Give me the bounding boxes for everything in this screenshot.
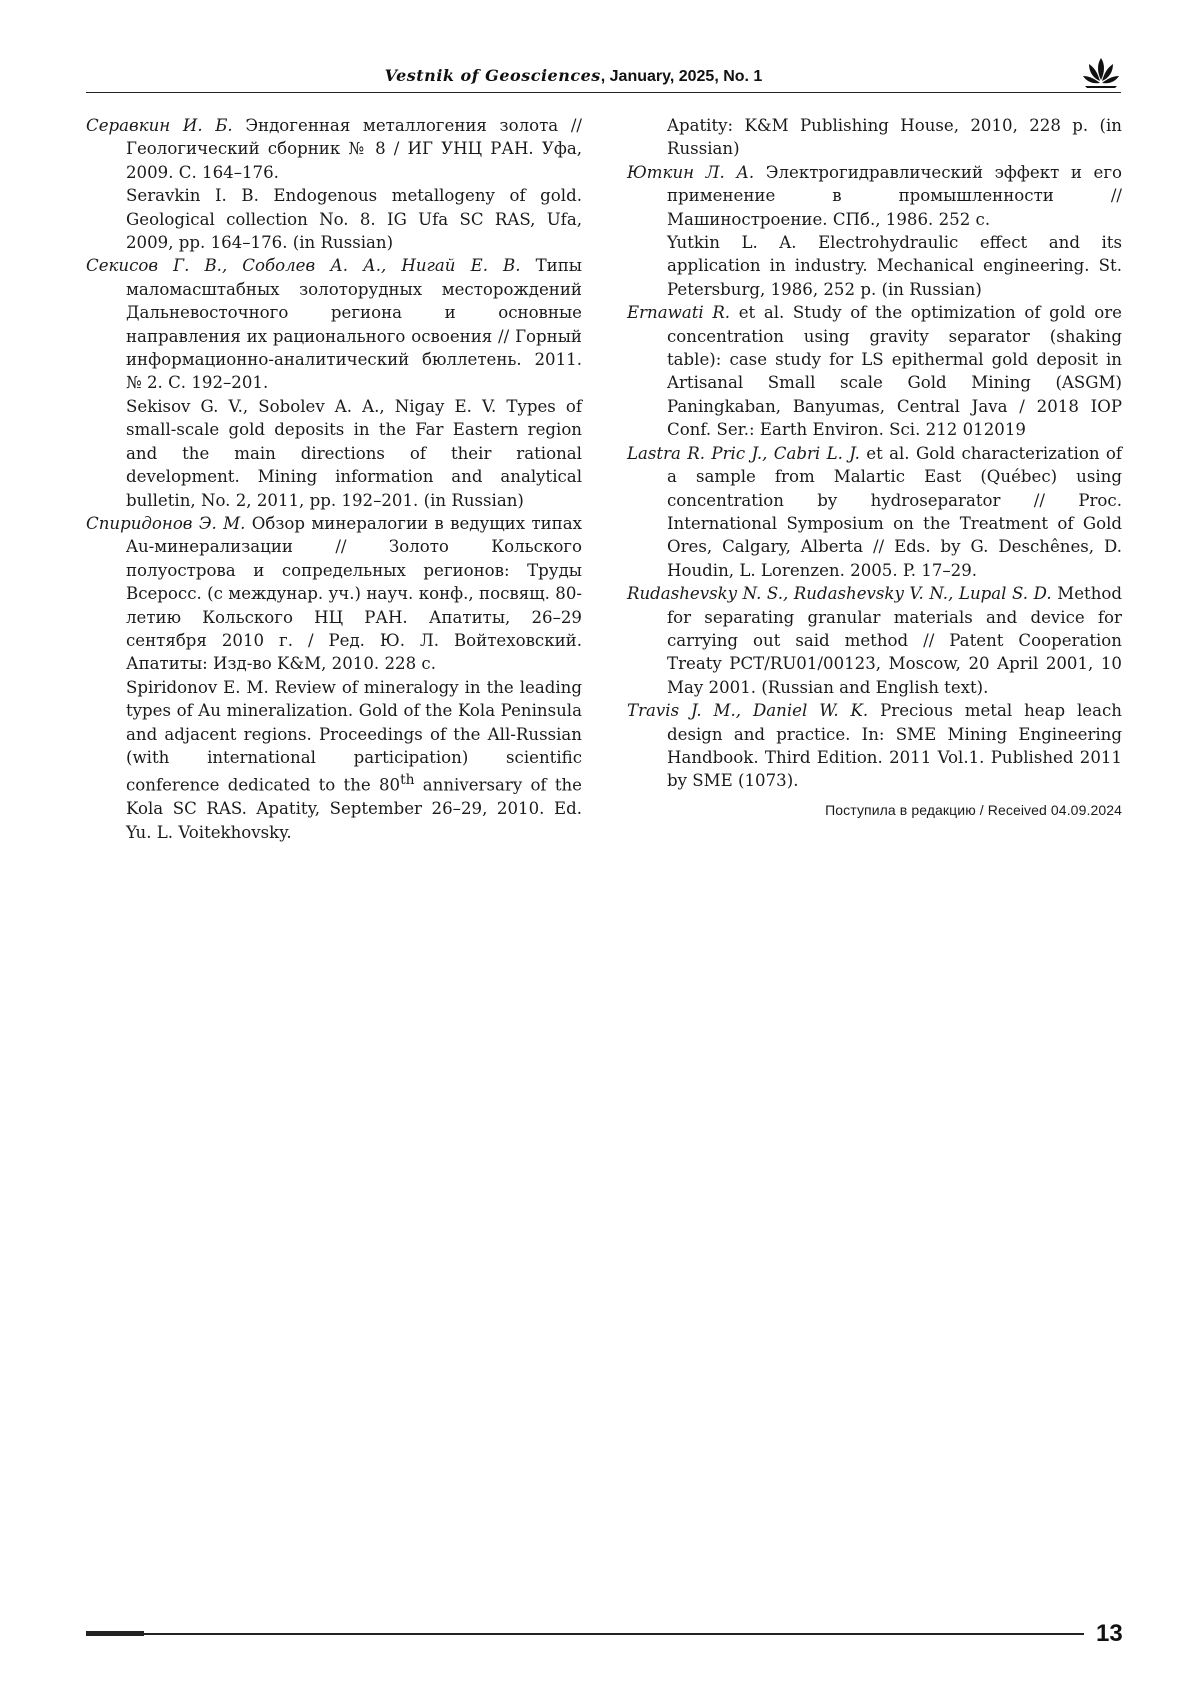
reference-translation-part: anniversary of the Kola SC RAS. Apatity, September 26–29, 2010. Ed. Yu. L. Voitekhovsky. xyxy=(126,776,582,842)
reference-translation: Sekisov G. V., Sobolev A. A., Nigay E. V. Types of small-scale gold deposits in the Far Eastern region and the main directions of their rational development. Mining information and analytical bulletin, No. 2, 2011, pp. 192–201. (in Russian) xyxy=(86,395,582,512)
reference-entry xyxy=(627,582,1122,699)
received-date: Поступила в редакцию / Received 04.09.2024 xyxy=(627,799,1122,822)
reference-entry xyxy=(627,699,1122,793)
reference-translation xyxy=(86,676,582,844)
reference-authors: Секисов Г. В., Соболев А. А., Нигай Е. В. xyxy=(86,256,521,275)
journal-logo-icon xyxy=(1081,54,1121,90)
right-column xyxy=(627,114,1122,822)
reference-continuation: Apatity: K&M Publishing House, 2010, 228 p. (in Russian) xyxy=(627,114,1122,161)
reference-entry xyxy=(86,512,582,676)
reference-text: et al. Study of the optimization of gold ore concentration using gravity separator (shaking table): case study for LS epithermal gold deposit in Artisanal Small scale Gold Mining (ASGM) Paningkaban, Banyumas, Central Java / 2018 IOP Conf. Ser.: Earth Environ. Sci. 212 012019 xyxy=(667,303,1122,439)
reference-entry xyxy=(627,442,1122,582)
footer-rule xyxy=(144,1633,1084,1635)
reference-entry xyxy=(86,254,582,394)
reference-text: Method for separating granular materials and device for carrying out said method // Patent Cooperation Treaty PCT/RU01/00123, Moscow, 20 April 2001, 10 May 2001. (Russian and English text). xyxy=(667,584,1122,697)
reference-text: Типы маломасштабных золоторудных месторождений Дальневосточного региона и основные направления их рационального освоения // Горный информационно-аналитический бюллетень. 2011. № 2. С. 192–201. xyxy=(126,256,582,392)
reference-translation-part: Spiridonov E. M. Review of mineralogy in the leading types of Au mineralization. Gold of the Kola Peninsula and adjacent regions. Proceedings of the All-Russian (with international participation) scientific conference dedicated to the 80 xyxy=(126,678,582,795)
reference-authors: Rudashevsky N. S., Rudashevsky V. N., Lupal S. D. xyxy=(627,584,1052,603)
footer-accent-bar xyxy=(86,1631,144,1636)
page-number: 13 xyxy=(1096,1620,1123,1648)
reference-text: Precious metal heap leach design and practice. In: SME Mining Engineering Handbook. Third Edition. 2011 Vol.1. Published 2011 by SME (1073). xyxy=(667,701,1122,790)
reference-text: Обзор минералогии в ведущих типах Au-минерализации // Золото Кольского полуострова и сопредельных регионов: Труды Всеросс. (с междунар. уч.) науч. конф., посвящ. 80-летию Кольского НЦ РАН. Апатиты, 26–29 сентября 2010 г. / Ред. Ю. Л. Войтеховский. Апатиты: Изд-во K&M, 2010. 228 с. xyxy=(126,514,582,673)
reference-authors: Lastra R. Pric J., Cabri L. J. xyxy=(627,444,860,463)
reference-authors: Спиридонов Э. М. xyxy=(86,514,245,533)
reference-authors: Юткин Л. А. xyxy=(627,163,754,182)
reference-entry xyxy=(627,301,1122,441)
reference-text: Электрогидравлический эффект и его применение в промышленности // Машиностроение. СПб., 1986. 252 с. xyxy=(667,163,1122,229)
reference-authors: Ernawati R. xyxy=(627,303,730,322)
running-header xyxy=(86,62,1121,93)
journal-name: Vestnik of Geosciences xyxy=(385,66,601,85)
header-text xyxy=(86,66,1061,86)
left-column xyxy=(86,114,582,844)
issue-info: , January, 2025, No. 1 xyxy=(601,68,763,85)
reference-translation: Yutkin L. A. Electrohydraulic effect and its application in industry. Mechanical engineering. St. Petersburg, 1986, 252 p. (in Russian) xyxy=(627,231,1122,301)
reference-authors: Travis J. M., Daniel W. K. xyxy=(627,701,868,720)
reference-text: et al. Gold characterization of a sample from Malartic East (Québec) using concentration by hydroseparator // Proc. International Symposium on the Treatment of Gold Ores, Calgary, Alberta // Eds. by G. Deschênes, D. Houdin, L. Lorenzen. 2005. P. 17–29. xyxy=(667,444,1122,580)
reference-text: Эндогенная металлогения золота // Геологический сборник № 8 / ИГ УНЦ РАН. Уфа, 2009. С. 164–176. xyxy=(126,116,582,182)
reference-authors: Серавкин И. Б. xyxy=(86,116,233,135)
superscript-th: th xyxy=(400,772,414,788)
reference-translation: Seravkin I. B. Endogenous metallogeny of gold. Geological collection No. 8. IG Ufa SC RAS, Ufa, 2009, pp. 164–176. (in Russian) xyxy=(86,184,582,254)
reference-entry xyxy=(627,161,1122,231)
reference-entry xyxy=(86,114,582,184)
